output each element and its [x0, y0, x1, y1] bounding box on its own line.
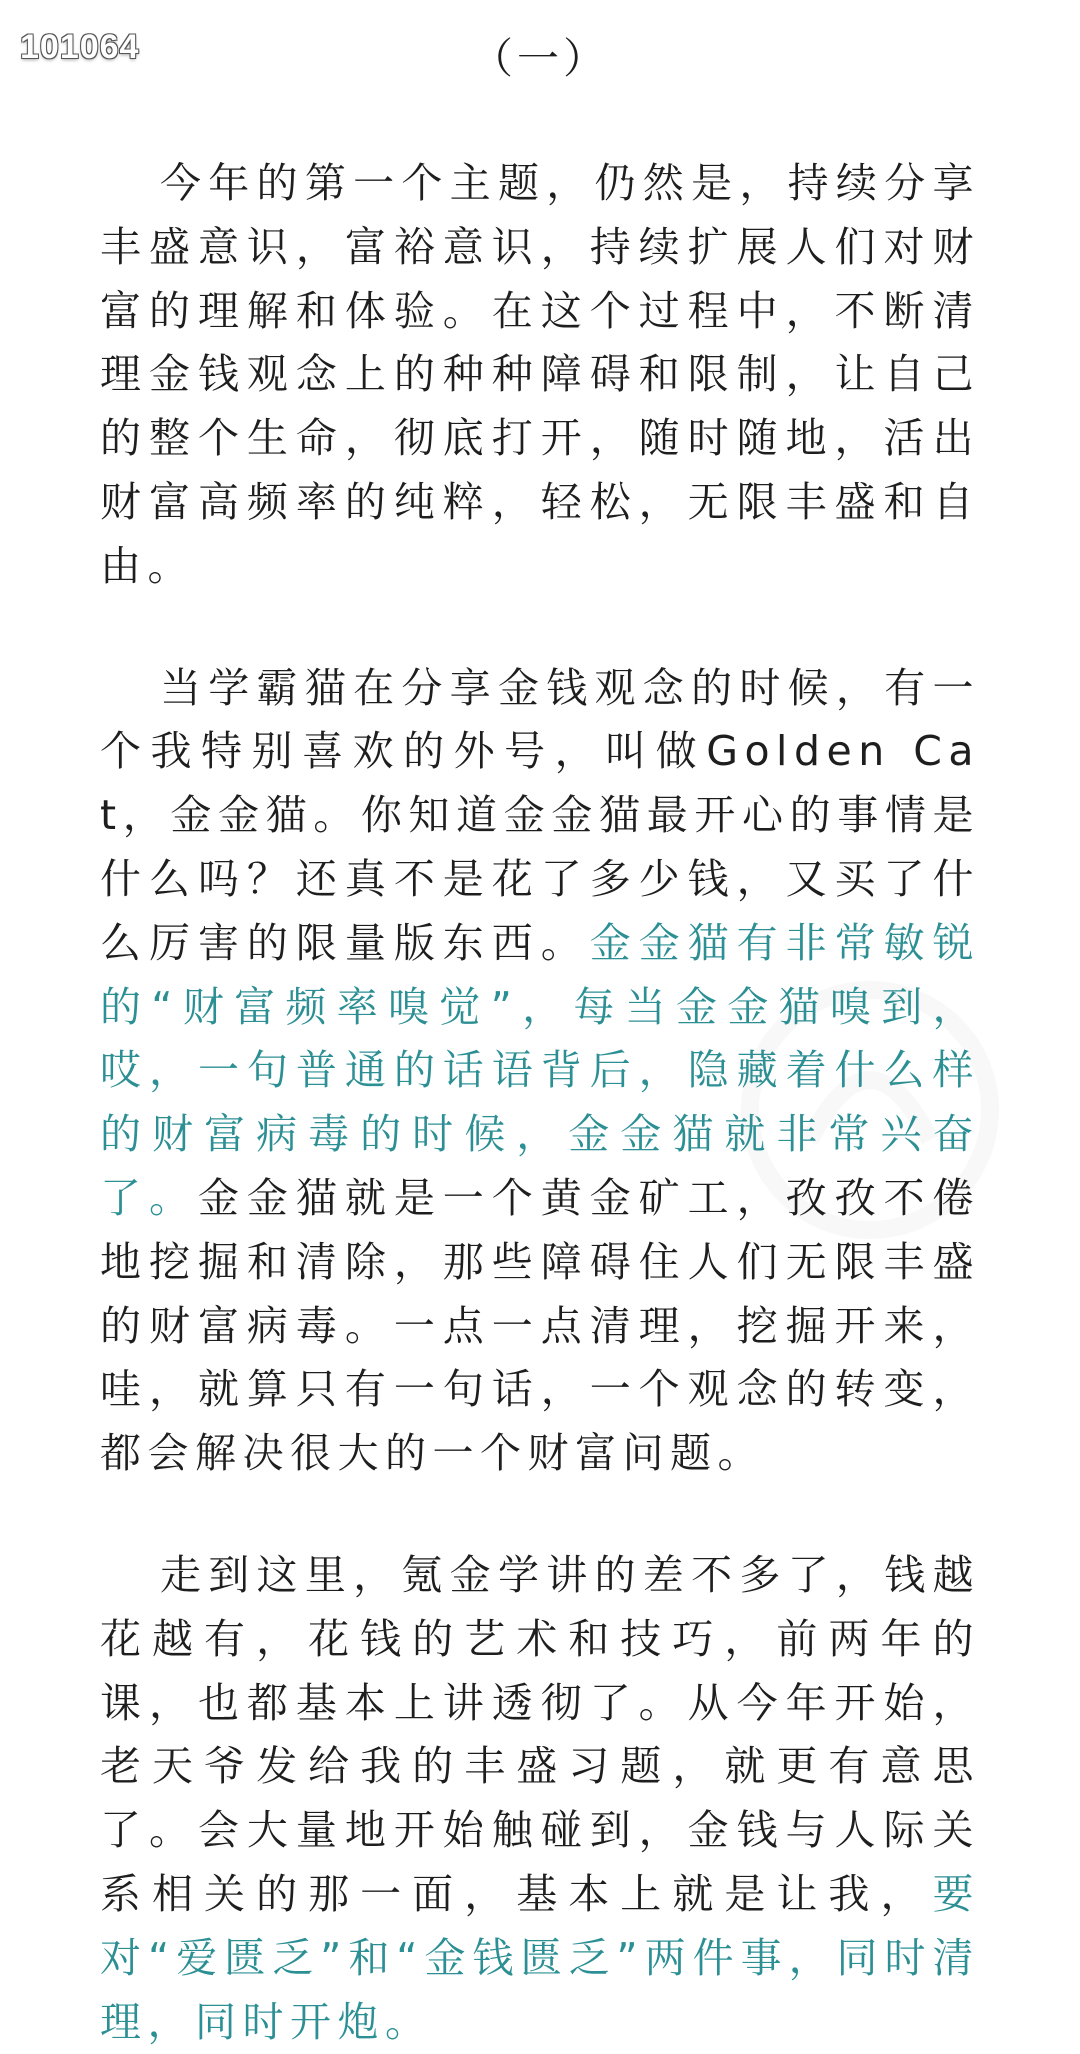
paragraph-2-highlight: 金金猫有非常敏锐的“财富频率嗅觉”，每当金金猫嗅到，哎，一句普通的话语背后，隐藏着什么样的财富病毒的时候，金金猫就非常兴奋了。: [100, 918, 981, 1222]
paragraph-2-text-a: 当学霸猫在分享金钱观念的时候，有一个我特别喜欢的外号，叫做Golden Cat，金金猫。你知道金金猫最开心的事情是什么吗？还真不是花了多少钱，又买了什么厉害的限量版东西。: [100, 663, 980, 967]
section-heading: （一）: [470, 34, 609, 83]
paragraph-2-text-b: 金金猫就是一个黄金矿工，孜孜不倦地挖掘和清除，那些障碍住人们无限丰盛的财富病毒。一点一点清理，挖掘开来，哇，就算只有一句话，一个观念的转变，都会解决很大的一个财富问题。: [100, 1173, 981, 1478]
paragraph-1-text: 今年的第一个主题，仍然是，持续分享丰盛意识，富裕意识，持续扩展人们对财富的理解和体验。在这个过程中，不断清理金钱观念上的种种障碍和限制，让自己的整个生命，彻底打开，随时随地，活出财富高频率的纯粹，轻松，无限丰盛和自由。: [100, 159, 980, 590]
paragraph-2: [100, 657, 980, 1486]
paragraph-3-highlight: 要对“爱匮乏”和“金钱匮乏”两件事，同时清理，同时开炮。: [100, 1869, 980, 2046]
paragraph-3: [100, 1544, 980, 2054]
paragraph-3-text: 走到这里，氪金学讲的差不多了，钱越花越有，花钱的艺术和技巧，前两年的课，也都基本上讲透彻了。从今年开始，老天爷发给我的丰盛习题，就更有意思了。会大量地开始触碰到，金钱与人际关系相关的那一面，基本上就是让我，: [100, 1550, 980, 1918]
image-id-watermark: 101064: [20, 28, 140, 66]
paragraph-1: [100, 152, 980, 599]
article-body: [100, 152, 980, 2054]
